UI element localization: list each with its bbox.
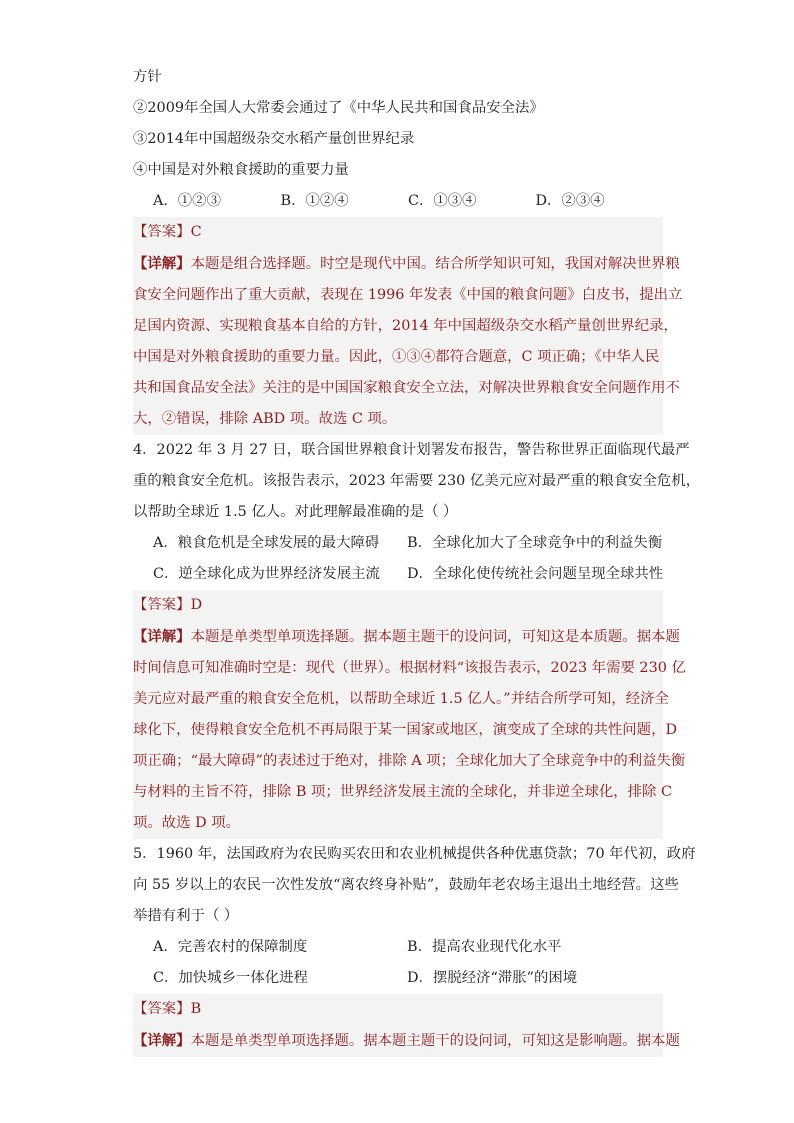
q3-detail-line-6: 大，②错误，排除 ABD 项。故选 C 项。: [133, 411, 397, 427]
q4-options-row-1: [133, 528, 663, 559]
q5-option-b: B．提高农业现代化水平: [407, 939, 562, 955]
q3-answer-block: [133, 217, 683, 435]
q3-detail-line-2: 食安全问题作出了重大贡献，表现在 1996 年发表《中国的粮食问题》白皮书，提出立: [133, 287, 683, 303]
q4-detail-line-7: 项。故选 D 项。: [133, 815, 241, 831]
q3-stem-tail: 方针: [133, 69, 162, 85]
q3-detail-label: 【详解】: [133, 255, 191, 272]
q3-options: [133, 186, 663, 217]
q4-detail-line-1: [133, 621, 680, 653]
q3-item-4: ④中国是对外粮食援助的重要力量: [133, 162, 349, 178]
q5-stem-line-2: 向 55 岁以上的农民一次性发放“离农终身补贴”，鼓励年老农场主退出土地经营。这些: [133, 877, 679, 893]
q4-detail-label: 【详解】: [133, 628, 191, 645]
q3-option-c: C．①③④: [408, 193, 477, 209]
q5-stem-line-1: 5．1960 年，法国政府为农民购买农田和农业机械提供各种优惠贷款；70 年代初，政府: [133, 846, 696, 862]
q3-detail-line-1: [133, 248, 680, 280]
q3-detail-line-4: 中国是对外粮食援助的重要力量。因此，①③④都符合题意，C 项正确；《中华人民: [133, 349, 660, 365]
q4-option-c: C．逆全球化成为世界经济发展主流: [153, 566, 380, 582]
q4-option-d: D．全球化使传统社会问题呈现全球共性: [407, 566, 664, 582]
q3-answer: 【答案】C: [133, 224, 202, 240]
q4-detail-text-1: 本题是单类型单项选择题。据本题主题干的设问词，可知这是本质题。据本题: [190, 629, 680, 645]
q4-option-b: B．全球化加大了全球竞争中的利益失衡: [407, 535, 663, 551]
q3-item-2: ②2009年全国人大常委会通过了《中华人民共和国食品安全法》: [133, 100, 544, 116]
q5-detail-text-1: 本题是单类型单项选择题。据本题主题干的设问词，可知这是影响题。据本题: [190, 1033, 680, 1049]
q4-options-row-2: [133, 559, 663, 590]
q4-answer: 【答案】D: [133, 597, 203, 613]
q4-option-a: A．粮食危机是全球发展的最大障碍: [153, 535, 380, 551]
q3-item-3: ③2014年中国超级杂交水稻产量创世界纪录: [133, 131, 415, 147]
q3-option-d: D．②③④: [535, 193, 605, 209]
q5-answer: 【答案】B: [133, 1001, 202, 1017]
q4-answer-block: [133, 590, 686, 839]
q5-options-row-1: [133, 932, 663, 963]
q3-option-a: A．①②③: [153, 193, 221, 209]
q4-detail-line-4: 球化下，使得粮食安全危机不再局限于某一国家或地区，演变成了全球的共性问题，D: [133, 722, 677, 738]
q5-answer-block: [133, 994, 680, 1057]
q5-detail-label: 【详解】: [133, 1032, 191, 1049]
q4-detail-line-2: 时间信息可知准确时空是：现代（世界）。根据材料“该报告表示，2023 年需要 230 亿: [133, 660, 686, 676]
q4-stem-line-3: 以帮助全球近 1.5 亿人。对此理解最准确的是（ ）: [133, 504, 458, 520]
q4-stem-line-2: 重的粮食安全危机。该报告表示，2023 年需要 230 亿美元应对最严重的粮食安全危机，: [133, 473, 701, 489]
q4-detail-line-3: 美元应对最严重的粮食安全危机，以帮助全球近 1.5 亿人。”并结合所学可知，经济全: [133, 691, 669, 707]
document-content: [133, 62, 701, 1057]
q5-stem-line-3: 举措有利于（ ）: [133, 908, 239, 924]
q3-option-b: B．①②④: [280, 193, 349, 209]
q3-detail-line-3: 足国内资源、实现粮食基本自给的方针，2014 年中国超级杂交水稻产量创世界纪录，: [133, 318, 678, 334]
q5-option-d: D．摆脱经济“滞胀”的困境: [407, 970, 578, 986]
q4-stem-line-1: 4．2022 年 3 月 27 日，联合国世界粮食计划署发布报告，警告称世界正面临现代最严: [133, 442, 690, 458]
q5-options-row-2: [133, 963, 663, 994]
q5-option-a: A．完善农村的保障制度: [153, 939, 308, 955]
q5-detail-line-1: [133, 1025, 680, 1057]
q4-detail-line-6: 与材料的主旨不符，排除 B 项；世界经济发展主流的全球化，并非逆全球化，排除 C: [133, 784, 672, 800]
q3-detail-text-1: 本题是组合选择题。时空是现代中国。结合所学知识可知，我国对解决世界粮: [190, 256, 680, 272]
q5-option-c: C．加快城乡一体化进程: [153, 970, 308, 986]
q4-detail-line-5: 项正确；“最大障碍”的表述过于绝对，排除 A 项；全球化加大了全球竞争中的利益失衡: [133, 753, 686, 769]
q3-detail-line-5: 共和国食品安全法》关注的是中国国家粮食安全立法，对解决世界粮食安全问题作用不: [133, 380, 680, 396]
